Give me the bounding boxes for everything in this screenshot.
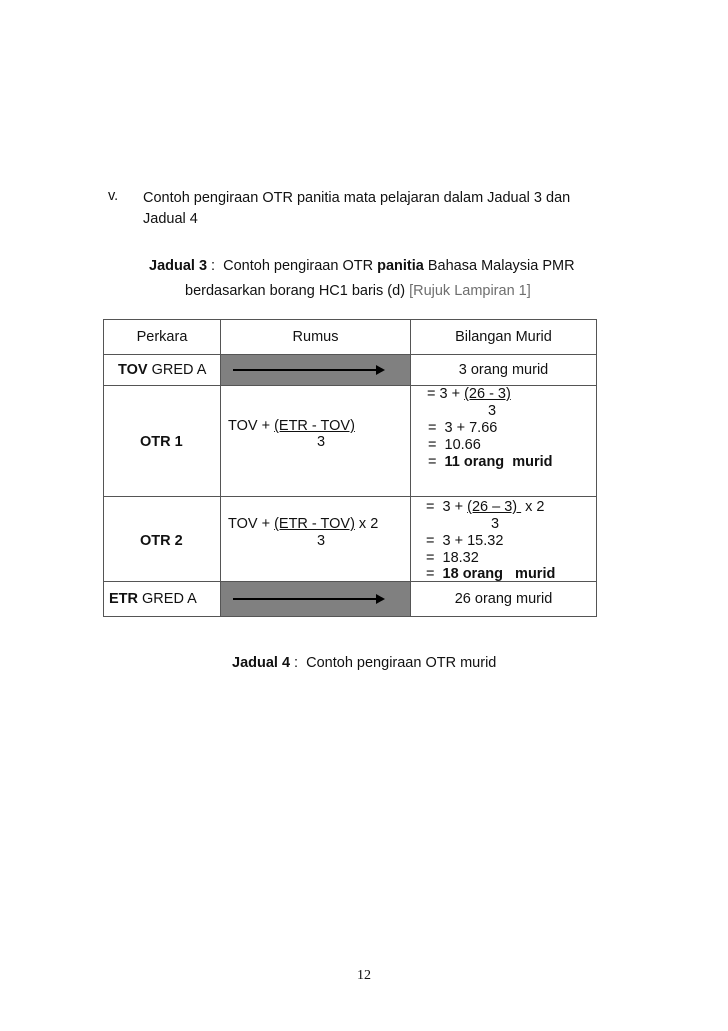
otr1-calc-line1-fraction: (26 - 3) (464, 386, 511, 402)
table4-caption-label: Jadual 4 (232, 655, 291, 671)
list-item-number: v. (108, 188, 119, 204)
etr-label-bold: ETR (109, 591, 138, 607)
otr2-calc-cell (411, 497, 597, 582)
otr1-calc-line1-pre: = 3 + (427, 386, 465, 402)
otr1-formula-prefix: TOV + (228, 418, 275, 434)
table3-caption-label: Jadual 3 (149, 258, 208, 274)
tov-label-rest: GRED A (147, 362, 207, 378)
list-item-text-line1: Contoh pengiraan OTR panitia mata pelajaran dalam Jadual 3 dan (143, 190, 571, 206)
page-number: 12 (357, 968, 371, 983)
otr2-label-cell (104, 497, 221, 582)
otr2-calc-line3: = 3 + 15.32 (426, 533, 504, 549)
otr2-calc-line5-eq: = (426, 566, 443, 582)
otr1-label: OTR 1 (140, 434, 183, 450)
tov-value: 3 orang murid (411, 355, 597, 386)
table4-caption (232, 655, 496, 671)
otr1-formula-numerator (228, 418, 355, 434)
otr1-formula-denominator: 3 (317, 434, 326, 450)
otr2-formula-numerator (228, 516, 378, 532)
otr2-result: 18 orang murid (442, 566, 556, 582)
etr-label-rest: GRED A (138, 591, 197, 607)
otr1-result: 11 orang murid (444, 454, 553, 470)
table-row-otr1 (104, 386, 597, 497)
tov-label-bold: TOV (118, 362, 148, 378)
header-perkara: Perkara (104, 320, 221, 355)
table3-caption-line2 (185, 283, 531, 299)
right-arrow-icon (233, 369, 383, 371)
table-row-etr (104, 582, 597, 617)
etr-value: 26 orang murid (411, 582, 597, 617)
tov-formula-cell (221, 355, 411, 386)
otr2-calc-line4: = 18.32 (426, 550, 479, 566)
table3-caption-sep: : Contoh pengiraan OTR (207, 258, 378, 274)
otr2-calc-line5 (426, 566, 555, 582)
table3-caption-line2-text: berdasarkan borang HC1 baris (d) (185, 283, 410, 299)
otr-table (103, 319, 597, 617)
table-row-tov (104, 355, 597, 386)
otr2-formula-suffix: x 2 (354, 516, 379, 532)
otr2-calc-line1-pre: = 3 + (426, 499, 468, 515)
table-row-otr2 (104, 497, 597, 582)
otr1-calc-cell (411, 386, 597, 497)
otr2-formula-prefix: TOV + (228, 516, 275, 532)
otr2-formula-fraction-top: (ETR - TOV) (274, 516, 355, 532)
etr-label (104, 582, 221, 617)
list-item-text (143, 188, 603, 230)
table-header-row (104, 320, 597, 355)
otr1-calc-line4: = 10.66 (428, 437, 481, 453)
otr2-formula-denominator: 3 (317, 533, 326, 549)
header-bilangan-murid: Bilangan Murid (411, 320, 597, 355)
otr2-calc-line1 (426, 499, 545, 515)
otr1-calc-line5 (428, 454, 553, 470)
tov-label (104, 355, 221, 386)
right-arrow-icon (233, 598, 383, 600)
otr1-formula-fraction-top: (ETR - TOV) (274, 418, 355, 434)
otr2-calc-line1-post: x 2 (521, 499, 545, 515)
otr1-label-cell (104, 386, 221, 497)
otr1-calc-line3: = 3 + 7.66 (428, 420, 498, 436)
otr1-formula-cell (221, 386, 411, 497)
list-item-text-line2: Jadual 4 (143, 211, 198, 227)
table3-caption-rest: Bahasa Malaysia PMR (423, 258, 575, 274)
table4-caption-rest: : Contoh pengiraan OTR murid (290, 655, 497, 671)
table3-caption (149, 258, 575, 274)
otr1-calc-line2: 3 (488, 403, 497, 419)
table3-caption-bold-word: panitia (377, 258, 424, 274)
table3-caption-reference: [Rujuk Lampiran 1] (409, 283, 531, 299)
otr2-label: OTR 2 (140, 533, 183, 549)
etr-formula-cell (221, 582, 411, 617)
otr2-calc-line2: 3 (491, 516, 500, 532)
otr1-calc-line5-eq: = (428, 454, 445, 470)
otr2-calc-line1-fraction: (26 – 3) (467, 499, 522, 515)
otr2-formula-cell (221, 497, 411, 582)
header-rumus: Rumus (221, 320, 411, 355)
otr1-calc-line1 (427, 386, 511, 402)
